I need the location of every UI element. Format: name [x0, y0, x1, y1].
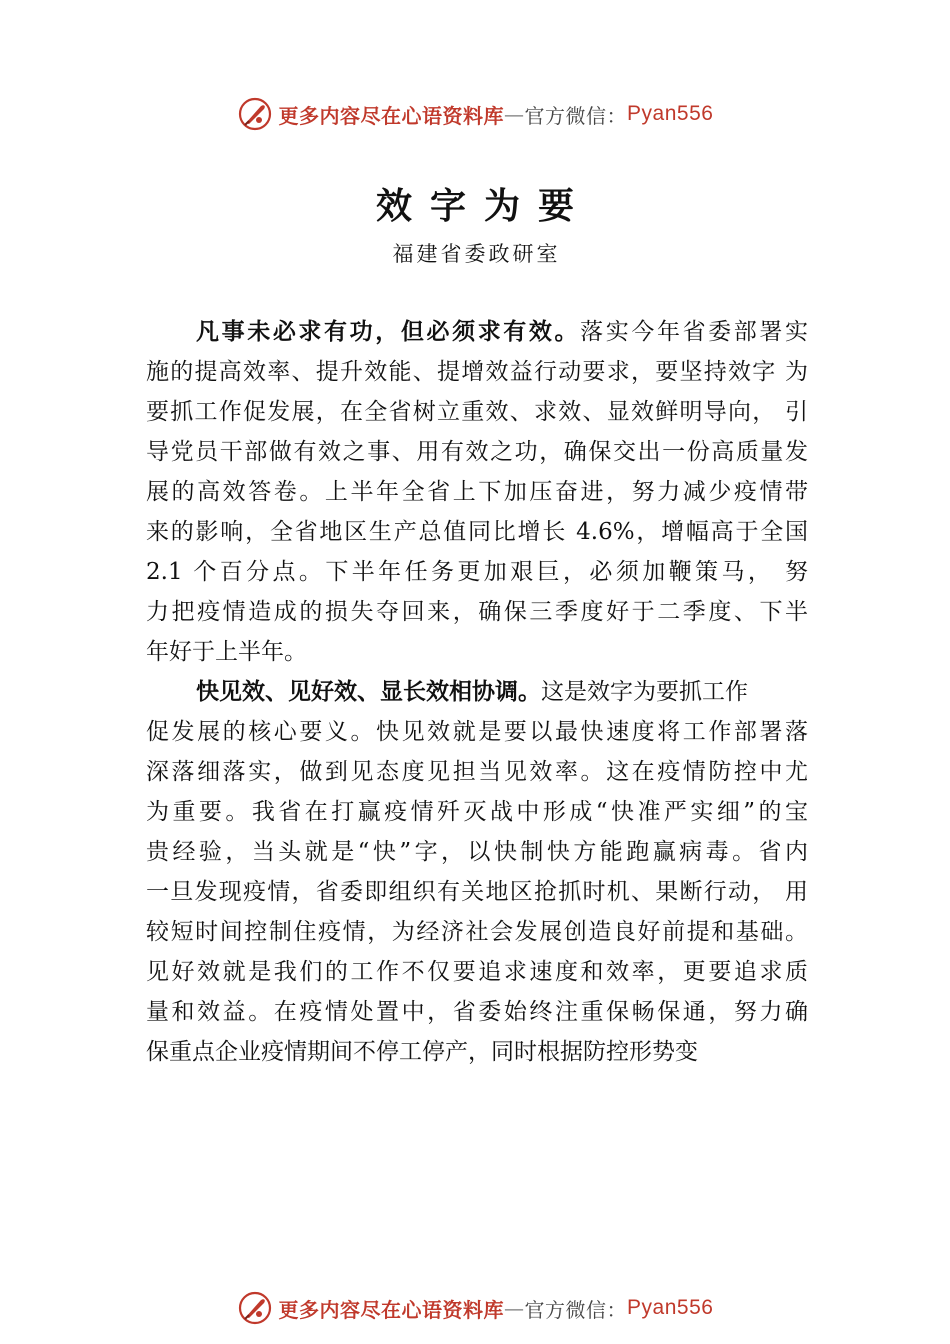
- paragraph-line: 施的提高效率、提升效能、提增效益行动要求，要坚持效字 为: [146, 359, 808, 385]
- paragraph-line: 来的影响，全省地区生产总值同比增长 4.6%，增幅高于全国: [146, 519, 808, 545]
- paragraph-line: 要抓工作促发展，在全省树立重效、求效、显效鲜明导向， 引: [146, 399, 808, 425]
- watermark-separator: —: [504, 102, 525, 126]
- paragraph-first-line-text: 落实今年省委部署实: [580, 319, 809, 345]
- quill-emblem-icon: [237, 1290, 273, 1326]
- paragraph-line: 量和效益。在疫情处置中，省委始终注重保畅保通，努力确: [146, 999, 808, 1025]
- paragraph-line: 较短时间控制住疫情，为经济社会发展创造良好前提和基础。: [146, 919, 808, 945]
- paragraph-line: 一旦发现疫情，省委即组织有关地区抢抓时机、果断行动， 用: [146, 879, 808, 905]
- paragraph-line: 保重点企业疫情期间不停工停产，同时根据防控形势变: [146, 1039, 698, 1065]
- paragraph-line: 见好效就是我们的工作不仅要追求速度和效率，更要追求质: [146, 959, 808, 985]
- paragraph-first-line-text: 这是效字为要抓工作: [541, 679, 748, 705]
- paragraph-2: [146, 672, 808, 1072]
- paragraph-line: 促发展的核心要义。快见效就是要以最快速度将工作部署落: [146, 719, 808, 745]
- author-line: 福建省委政研室: [392, 242, 561, 266]
- watermark-banner-bottom: [0, 1288, 950, 1328]
- paragraph-1: [146, 312, 808, 672]
- paragraph-line: 力把疫情造成的损失夺回来，确保三季度好于二季度、下半: [146, 599, 808, 625]
- paragraph-line: [146, 672, 808, 712]
- paragraph-line: 为重要。我省在打赢疫情歼灭战中形成“快准严实细”的宝: [146, 799, 808, 825]
- paragraph-lead: 快见效、见好效、显长效相协调。: [196, 679, 541, 705]
- watermark-library-text: 更多内容尽在心语资料库: [278, 103, 505, 128]
- paragraph-line: 年好于上半年。: [146, 639, 307, 665]
- watermark-wechat-label: 官方微信：: [524, 103, 628, 128]
- paragraph-lead: 凡事未必求有功，但必须求有效。: [196, 319, 581, 345]
- paragraph-line: 展的高效答卷。上半年全省上下加压奋进，努力减少疫情带: [146, 479, 808, 505]
- watermark-library-text: 更多内容尽在心语资料库: [278, 1297, 505, 1322]
- watermark-wechat-id: Pyan556: [627, 102, 714, 125]
- paragraph-line: 导党员干部做有效之事、用有效之功，确保交出一份高质量发: [146, 439, 808, 465]
- quill-emblem-icon: [237, 96, 273, 132]
- paragraph-line: [146, 312, 808, 352]
- watermark-separator: —: [504, 1296, 525, 1320]
- article-body: [146, 312, 808, 1072]
- paragraph-line: 深落细落实，做到见态度见担当见效率。这在疫情防控中尤: [146, 759, 808, 785]
- paragraph-line: 2.1 个百分点。下半年任务更加艰巨，必须加鞭策马， 努: [146, 559, 808, 585]
- page-title: 效字为要: [375, 185, 592, 227]
- paragraph-line: 贵经验，当头就是“快”字，以快制快方能跑赢病毒。省内: [146, 839, 808, 865]
- watermark-wechat-id: Pyan556: [627, 1296, 714, 1319]
- watermark-banner-top: [0, 94, 950, 134]
- watermark-wechat-label: 官方微信：: [524, 1297, 628, 1322]
